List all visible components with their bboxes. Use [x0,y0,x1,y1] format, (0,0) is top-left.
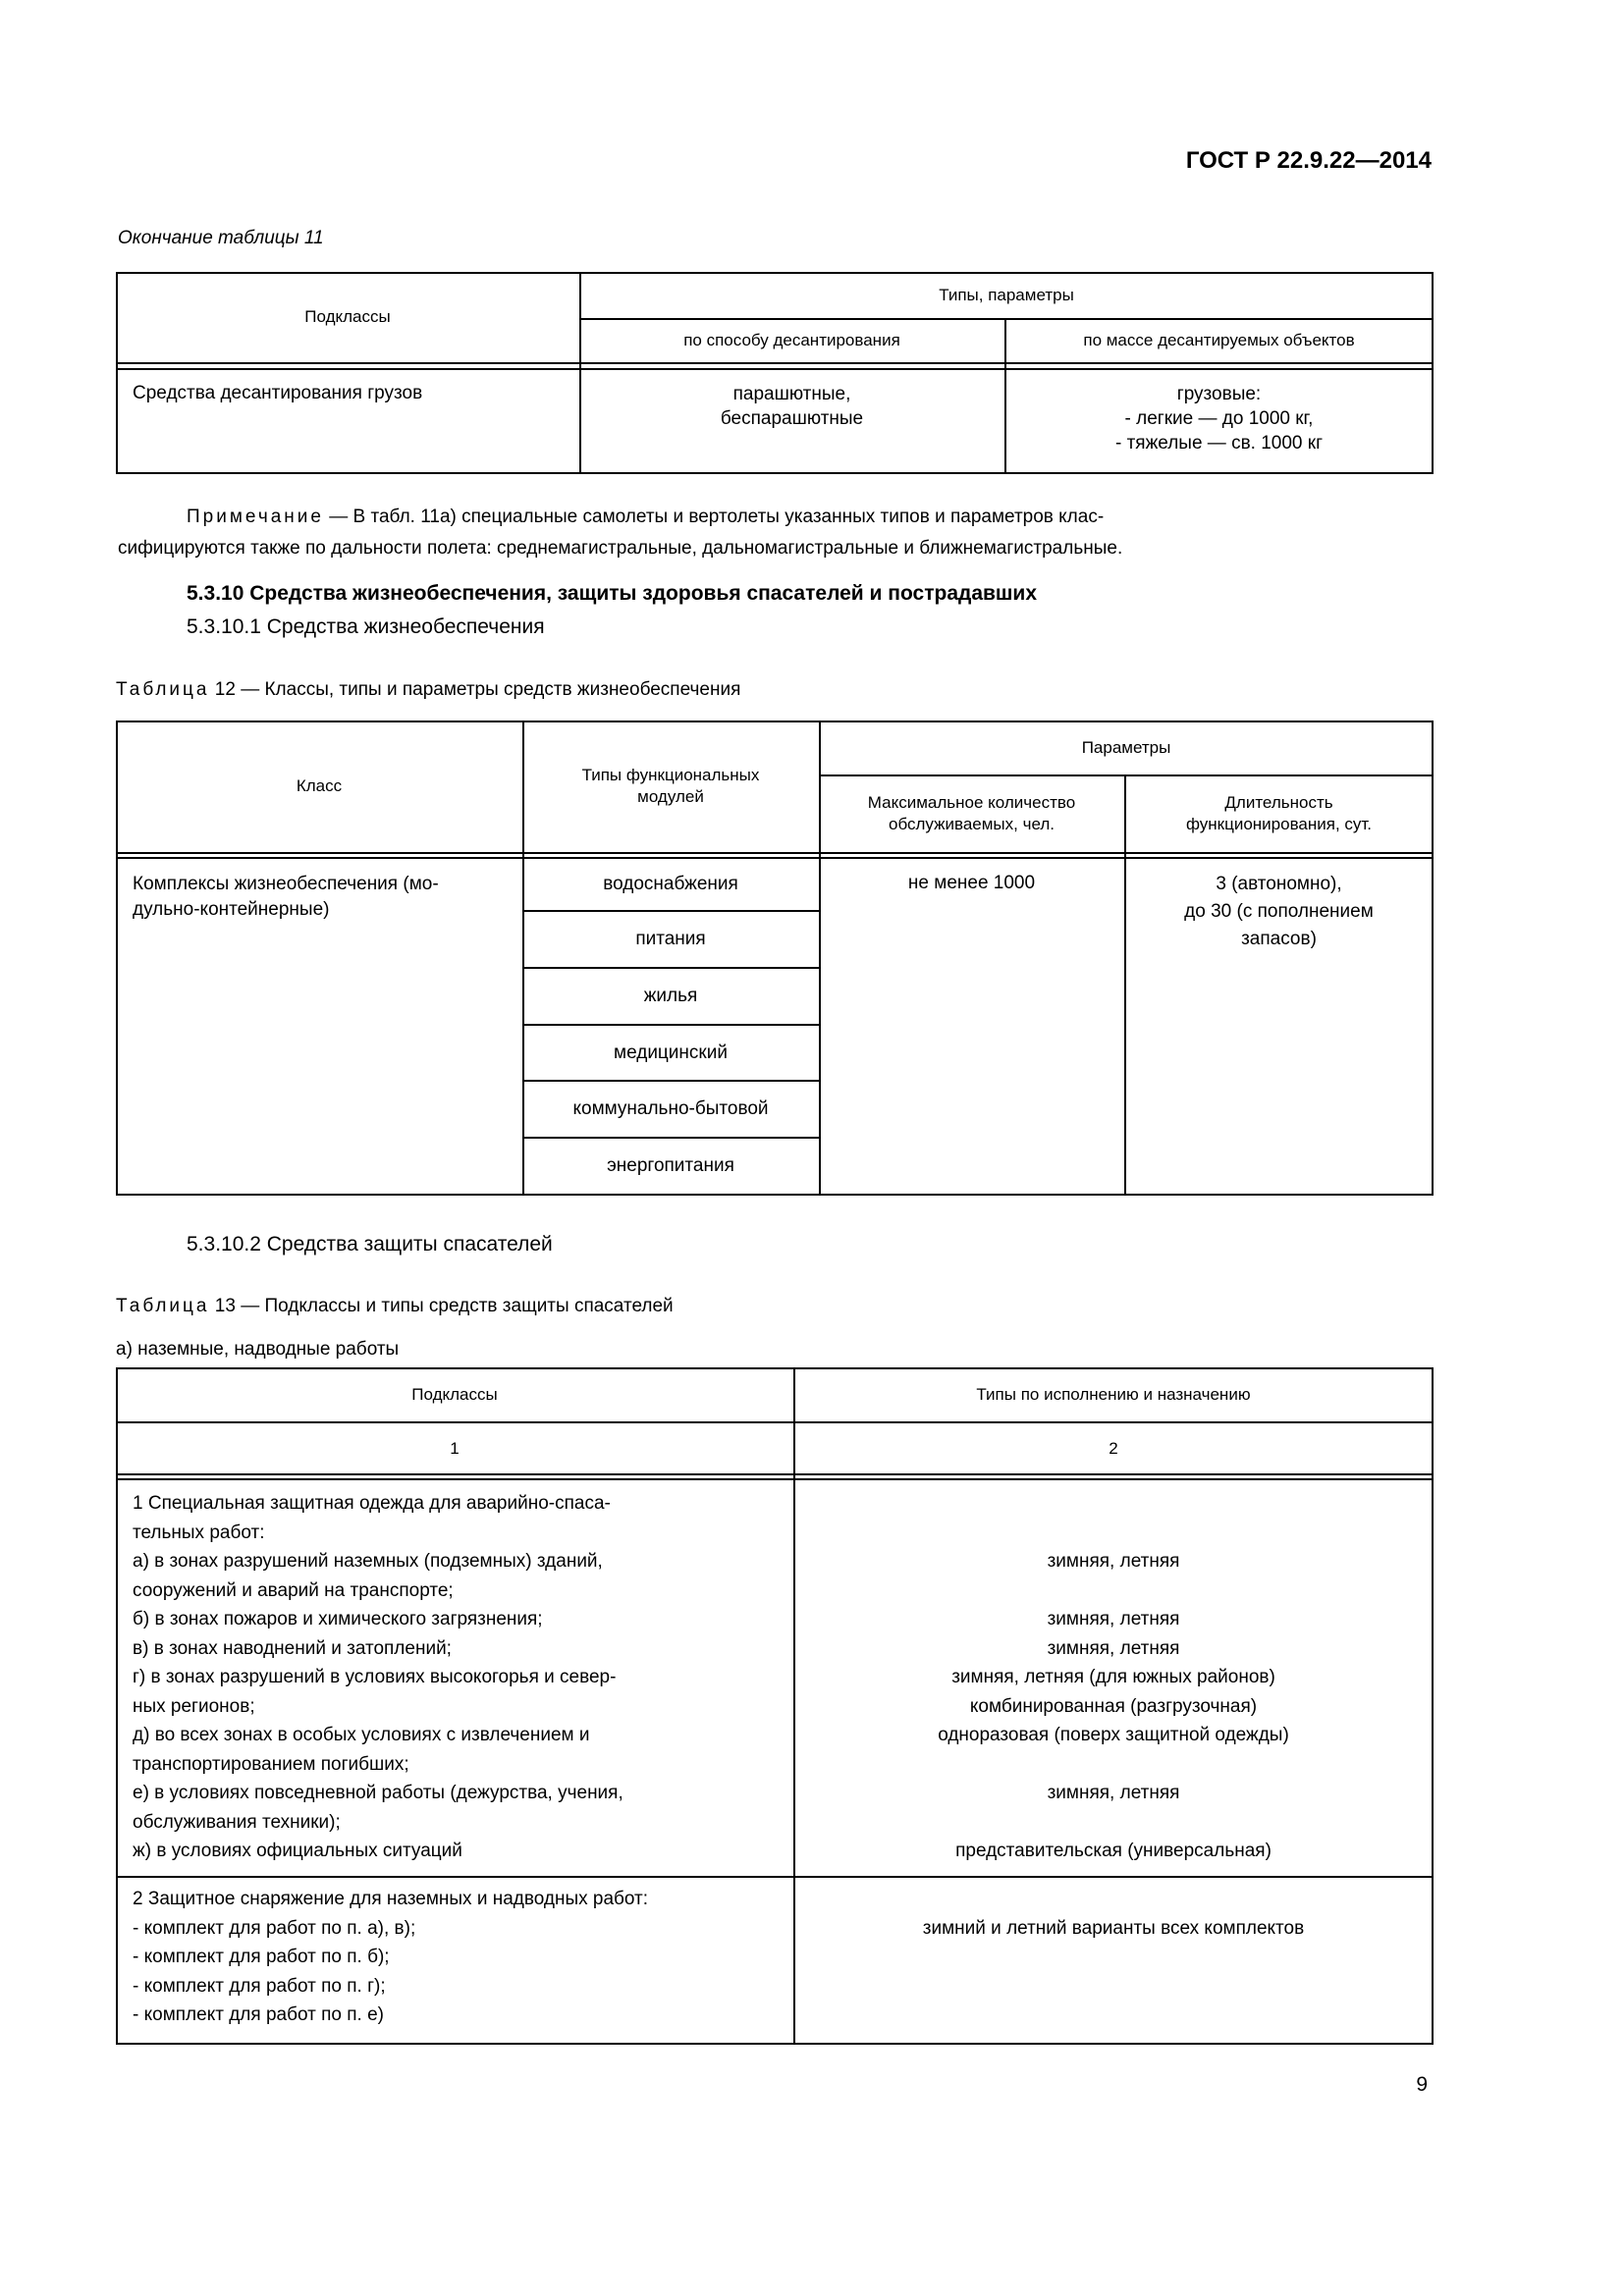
page-number: 9 [1416,2073,1428,2096]
text-line: зимняя, летняя [1047,1637,1180,1659]
text-line: - комплект для работ по п. е) [133,2004,384,2025]
text-line: д) во всех зонах в особых условиях с извлечением и [133,1725,590,1745]
header-line: Максимальное количество [867,793,1076,812]
header-line: функционирования, сут. [1185,815,1373,833]
text-line: зимняя, летняя (для южных районов) [951,1667,1275,1687]
note-line2: сифицируются также по дальности полета: среднемагистральные, дальномагистральные и ближнемагистральные. [118,538,1123,559]
table12-caption-label: Таблица [116,679,210,700]
text-line [793,1489,1434,1519]
text-line: б) в зонах пожаров и химического загрязнения; [133,1609,543,1629]
table12-header-duration [1124,775,1434,852]
text-line: тельных работ: [133,1522,265,1543]
table12-header-params: Параметры [1081,737,1171,757]
table11-row-subclass: Средства десантирования грузов [133,383,423,403]
note [187,504,1432,531]
text-line [793,1885,1434,1914]
header-line: обслуживаемых, чел. [889,815,1055,833]
text-line: 1 Специальная защитная одежда для аварийно-спаса- [133,1493,611,1514]
table11-header-by-mass: по массе десантируемых объектов [1083,331,1355,349]
table12-header-max-people [819,775,1124,852]
mass-line: - легкие — до 1000 кг, [1124,408,1314,429]
table12-caption-text: 12 — Классы, типы и параметры средств жизнеобеспечения [214,679,741,700]
text-line [793,1576,1434,1606]
text-line: одноразовая (поверх защитной одежды) [938,1725,1289,1745]
table12-header-module-types [522,721,819,852]
document-id: ГОСТ Р 22.9.22—2014 [1185,147,1432,174]
text-line: представительская (универсальная) [955,1841,1272,1861]
text-line: ных регионов; [133,1695,255,1717]
text-line: зимняя, летняя [1047,1551,1180,1572]
text-line: е) в условиях повседневной работы (дежурства, учения, [133,1783,623,1803]
table12-module: медицинский [614,1041,728,1063]
table12-class-cell [133,871,439,924]
text-line [793,1808,1434,1838]
duration-line: 3 (автономно), [1216,874,1342,894]
text-line: комбинированная (разгрузочная) [969,1695,1258,1717]
table13-row2-subclass [133,1885,781,2030]
table12-module: коммунально-бытовой [572,1098,769,1119]
table11-header-by-method: по способу десантирования [683,331,900,349]
text-line: - комплект для работ по п. б); [133,1947,390,1967]
subsection-5-3-10-2: 5.3.10.2 Средства защиты спасателей [187,1233,553,1255]
text-line: сооружений и аварий на транспорте; [133,1579,454,1601]
table11-header-types-params: Типы, параметры [939,285,1074,304]
subsection-5-3-10-1: 5.3.10.1 Средства жизнеобеспечения [187,615,545,638]
table13-row1-types [793,1489,1434,1866]
header-line: Типы функциональных [581,766,760,784]
text-line: зимний и летний варианты всех комплектов [922,1917,1305,1939]
duration-line: до 30 (с пополнением [1184,901,1374,922]
note-label: Примечание [187,507,324,527]
text-line: ж) в условиях официальных ситуаций [133,1841,462,1861]
mass-line: грузовые: [1176,384,1262,404]
table13-caption-text: 13 — Подклассы и типы средств защиты спасателей [214,1296,674,1316]
table13-subcaption: а) наземные, надводные работы [116,1339,400,1360]
method-line: беспарашютные [720,408,864,429]
text-line: - комплект для работ по п. г); [133,1975,386,1997]
text-line [793,1519,1434,1548]
table13-header-types: Типы по исполнению и назначению [976,1384,1251,1404]
table13-caption [116,1293,674,1320]
text-line: в) в зонах наводнений и затоплений; [133,1637,452,1659]
table12-header-class: Класс [296,776,343,795]
text-line: 2 Защитное снаряжение для наземных и надводных работ: [133,1889,649,1909]
text-line: обслуживания техники); [133,1811,341,1833]
table11-row-mass [1004,382,1434,455]
method-line: парашютные, [732,384,851,404]
table13-row2-types [793,1885,1434,1943]
table13-header-subclasses: Подклассы [411,1384,498,1404]
table12-module: водоснабжения [603,874,738,894]
table11-header-subclasses: Подклассы [304,307,391,326]
text-line [793,1750,1434,1780]
header-line: Длительность [1224,793,1333,812]
table12-module: питания [635,929,706,949]
table12-module: жилья [643,986,698,1006]
duration-line: запасов) [1241,929,1317,949]
table13-col-number-1: 1 [450,1438,460,1458]
table11-caption: Окончание таблицы 11 [118,228,324,248]
header-line: модулей [637,787,704,806]
table13-caption-label: Таблица [116,1296,210,1316]
text-line: зимняя, летняя [1047,1783,1180,1803]
class-line: дульно-контейнерные) [133,899,330,920]
table12-duration [1124,871,1434,953]
table12-max-people: не менее 1000 [907,873,1036,893]
table12-module: энергопитания [607,1155,734,1176]
text-line: а) в зонах разрушений наземных (подземных) зданий, [133,1551,603,1572]
table13-col-number-2: 2 [1109,1438,1118,1458]
table12-caption [116,676,740,704]
table11-row-method [579,382,1004,431]
table13-row1-subclass [133,1489,781,1866]
text-line: - комплект для работ по п. а), в); [133,1917,416,1939]
text-line: транспортированием погибших; [133,1753,409,1775]
mass-line: - тяжелые — св. 1000 кг [1114,433,1324,454]
note-line1: В табл. 11а) специальные самолеты и вертолеты указанных типов и параметров клас- [352,507,1105,527]
section-heading: 5.3.10 Средства жизнеобеспечения, защиты здоровья спасателей и пострадавших [187,582,1038,605]
class-line: Комплексы жизнеобеспечения (мо- [133,874,439,894]
text-line: г) в зонах разрушений в условиях высокогорья и север- [133,1667,617,1687]
text-line: зимняя, летняя [1047,1609,1180,1629]
note-dash: — [329,507,349,527]
